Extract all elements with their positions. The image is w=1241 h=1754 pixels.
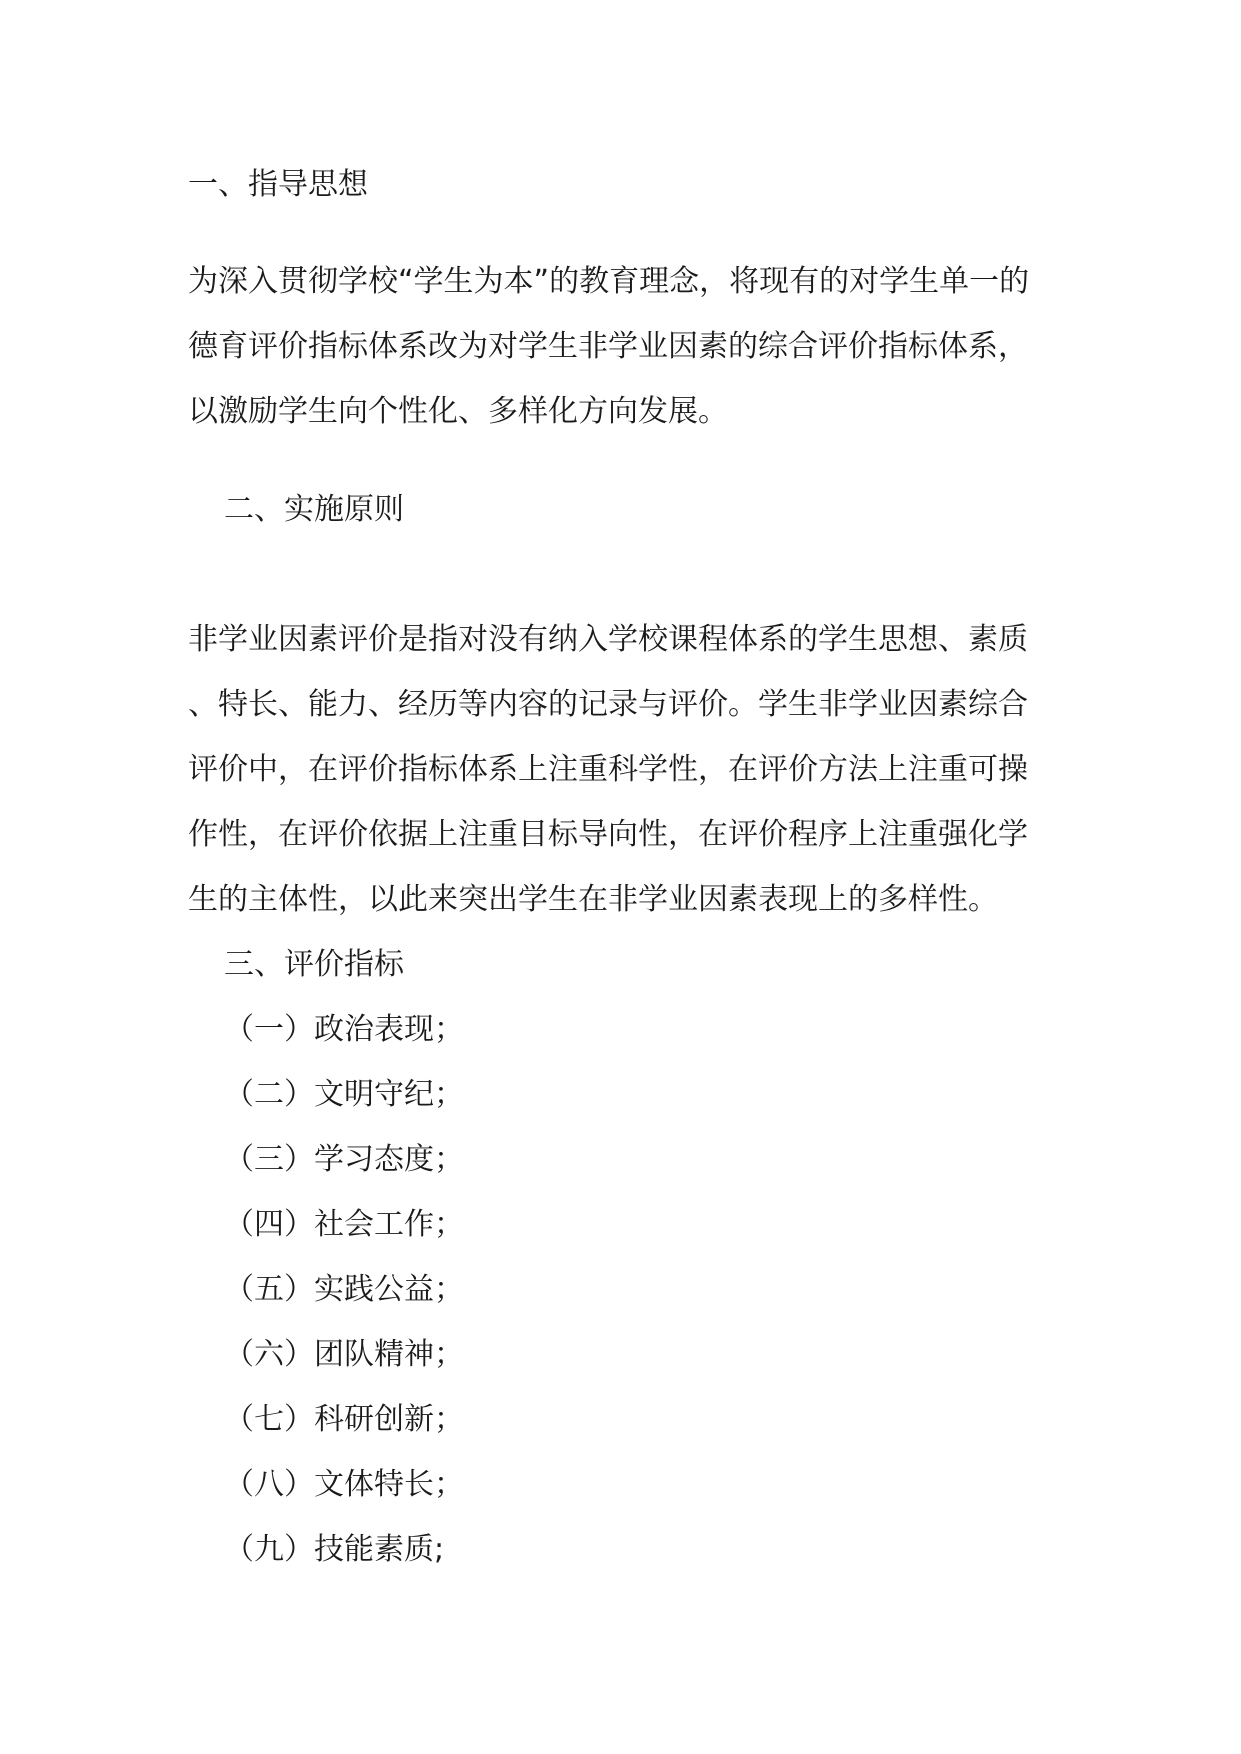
indicator-list-item: （四）社会工作； xyxy=(224,1207,464,1242)
indicator-list-item: （五）实践公益； xyxy=(224,1272,464,1307)
paragraph-line: 为深入贯彻学校“学生为本”的教育理念，将现有的对学生单一的 xyxy=(188,264,1030,299)
section-heading-guiding-thought: 一、指导思想 xyxy=(188,167,368,202)
indicator-list-item: （三）学习态度； xyxy=(224,1142,464,1177)
indicator-list-item: （九）技能素质; xyxy=(224,1532,445,1567)
paragraph-line: 非学业因素评价是指对没有纳入学校课程体系的学生思想、素质 xyxy=(188,622,1028,657)
paragraph-line: 以激励学生向个性化、多样化方向发展。 xyxy=(188,394,728,429)
paragraph-line: 生的主体性，以此来突出学生在非学业因素表现上的多样性。 xyxy=(188,882,998,917)
section-heading-principles: 二、实施原则 xyxy=(224,492,404,527)
indicator-list-item: （二）文明守纪； xyxy=(224,1077,464,1112)
indicator-list-item: （一）政治表现； xyxy=(224,1012,464,1047)
indicator-list-item: （七）科研创新； xyxy=(224,1402,464,1437)
section-heading-indicators: 三、评价指标 xyxy=(224,947,404,982)
paragraph-line: 、特长、能力、经历等内容的记录与评价。学生非学业因素综合 xyxy=(188,687,1028,722)
indicator-list-item: （八）文体特长； xyxy=(224,1467,464,1502)
paragraph-line: 德育评价指标体系改为对学生非学业因素的综合评价指标体系， xyxy=(188,329,1028,364)
indicator-list-item: （六）团队精神； xyxy=(224,1337,464,1372)
paragraph-line: 作性，在评价依据上注重目标导向性，在评价程序上注重强化学 xyxy=(188,817,1028,852)
paragraph-line: 评价中，在评价指标体系上注重科学性，在评价方法上注重可操 xyxy=(188,752,1028,787)
